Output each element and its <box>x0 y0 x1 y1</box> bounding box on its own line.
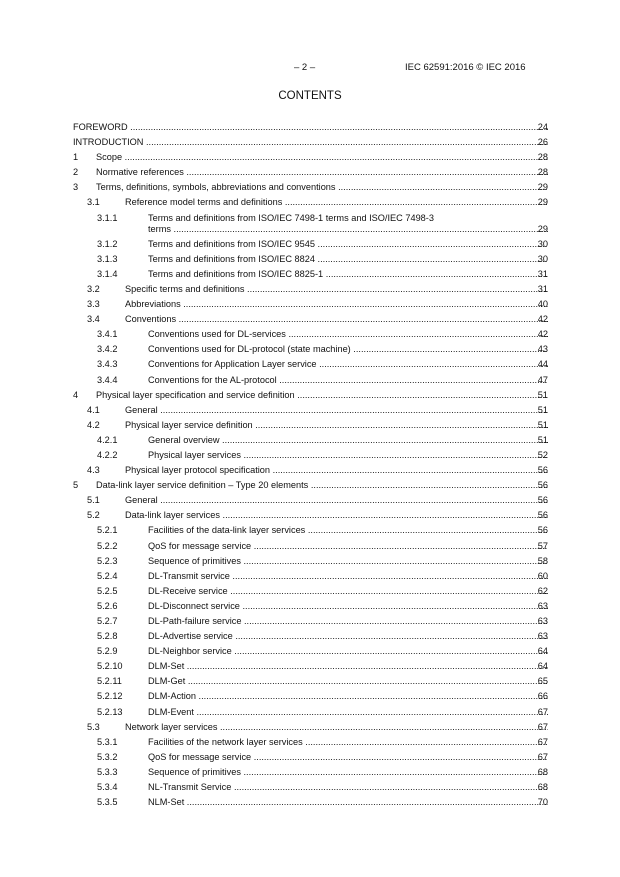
toc-entry-title: DL-Advertise service ..... <box>148 631 548 641</box>
toc-entry-number: 3.4.1 <box>97 329 118 340</box>
toc-entry[interactable] <box>73 269 548 280</box>
toc-entry-page: 67 <box>537 721 548 732</box>
toc-entry-page: 63 <box>537 600 548 611</box>
toc-entry-title: Conventions ..... <box>125 314 548 324</box>
toc-entry-number: 4.3 <box>87 465 100 476</box>
toc-entry[interactable] <box>73 616 548 627</box>
toc-entry-number: 5.3.1 <box>97 736 118 747</box>
toc-entry-page: 64 <box>537 661 548 672</box>
toc-entry[interactable] <box>73 254 548 265</box>
toc-entry-page: 64 <box>537 646 548 657</box>
toc-entry-number: 3 <box>73 182 79 193</box>
toc-entry[interactable] <box>73 676 548 687</box>
toc-entry-title: Terms and definitions from ISO/IEC 7498-1 terms and ISO/IEC 7498-3 <box>148 212 434 223</box>
toc-entry-page: 57 <box>537 540 548 551</box>
toc-entry-title: Data-link layer service definition – Type 20 elements ..... <box>96 480 548 490</box>
toc-entry-number: 5.2.8 <box>97 631 118 642</box>
toc-entry-page: 30 <box>537 253 548 264</box>
toc-entry-number: 5.3.5 <box>97 797 118 808</box>
toc-entry[interactable] <box>73 375 548 386</box>
toc-entry-page: 51 <box>537 434 548 445</box>
toc-entry[interactable] <box>73 239 548 250</box>
toc-entry[interactable] <box>73 691 548 702</box>
toc-entry-page: 42 <box>537 314 548 325</box>
toc-entry[interactable] <box>73 541 548 552</box>
toc-entry-number: 5 <box>73 480 79 491</box>
toc-entry-title: Terms and definitions from ISO/IEC 8825-1 ..... <box>148 269 548 279</box>
toc-entry[interactable] <box>73 661 548 672</box>
toc-entry-number: 5.2 <box>87 510 100 521</box>
toc-entry-title: DLM-Get ..... <box>148 676 548 686</box>
toc-entry[interactable] <box>73 495 548 506</box>
toc-entry-page: 56 <box>537 495 548 506</box>
toc-entry-number: 5.3.4 <box>97 782 118 793</box>
toc-entry-page: 68 <box>537 782 548 793</box>
toc-entry[interactable] <box>73 707 548 718</box>
toc-entry-page: 56 <box>537 525 548 536</box>
toc-entry-title: INTRODUCTION ..... <box>73 137 548 147</box>
toc-entry[interactable] <box>73 722 548 733</box>
toc-entry-number: 5.2.9 <box>97 646 118 657</box>
toc-entry-title: Scope ..... <box>96 152 548 162</box>
toc-entry-page: 51 <box>537 419 548 430</box>
toc-entry[interactable] <box>73 586 548 597</box>
toc-entry-number: 4 <box>73 389 79 400</box>
toc-entry-page: 60 <box>537 570 548 581</box>
toc-entry-title: QoS for message service ..... <box>148 541 548 551</box>
toc-entry-number: 3.1.1 <box>97 212 118 223</box>
toc-entry-page: 44 <box>537 359 548 370</box>
toc-entry-page: 31 <box>537 283 548 294</box>
toc-entry-title: Data-link layer services ..... <box>125 510 548 520</box>
toc-entry-number: 5.2.5 <box>97 585 118 596</box>
toc-entry-title: General ..... <box>125 405 548 415</box>
toc-entry[interactable] <box>73 737 548 748</box>
toc-entry-page: 65 <box>537 676 548 687</box>
toc-entry-page: 62 <box>537 585 548 596</box>
toc-entry-title: Network layer services ..... <box>125 722 548 732</box>
toc-entry[interactable] <box>73 405 548 416</box>
toc-entry-page: 70 <box>537 797 548 808</box>
toc-entry-title: Physical layer services ..... <box>148 450 548 460</box>
toc-entry-title: General overview ..... <box>148 435 548 445</box>
toc-entry-title: DL-Path-failure service ..... <box>148 616 548 626</box>
table-of-contents <box>73 122 548 812</box>
toc-entry-page: 31 <box>537 268 548 279</box>
page-number: – 2 – <box>294 62 316 73</box>
toc-entry-title: Sequence of primitives ..... <box>148 556 548 566</box>
toc-entry-page: 58 <box>537 555 548 566</box>
contents-title: CONTENTS <box>278 90 342 102</box>
toc-entry-number: 3.4.4 <box>97 374 118 385</box>
toc-entry-number: 5.2.1 <box>97 525 118 536</box>
toc-entry-page: 66 <box>537 691 548 702</box>
toc-entry[interactable] <box>73 631 548 642</box>
toc-entry[interactable] <box>73 767 548 778</box>
toc-entry-number: 4.2.1 <box>97 434 118 445</box>
toc-entry[interactable] <box>73 359 548 370</box>
toc-entry-number: 5.2.4 <box>97 570 118 581</box>
toc-entry-title: NLM-Set ..... <box>148 797 548 807</box>
toc-entry[interactable] <box>73 435 548 446</box>
document-reference: IEC 62591:2016 © IEC 2016 <box>405 62 526 73</box>
toc-entry-title: Physical layer protocol specification ..... <box>125 465 548 475</box>
toc-entry[interactable] <box>73 571 548 582</box>
toc-entry-number: 4.1 <box>87 404 100 415</box>
toc-entry[interactable] <box>73 167 548 178</box>
toc-entry[interactable] <box>73 510 548 521</box>
toc-entry[interactable] <box>73 601 548 612</box>
toc-entry-page: 56 <box>537 465 548 476</box>
toc-entry-number: 5.2.12 <box>97 691 123 702</box>
toc-entry[interactable] <box>73 465 548 476</box>
toc-entry[interactable] <box>73 525 548 536</box>
toc-entry-title: NL-Transmit Service ..... <box>148 782 548 792</box>
toc-entry-page: 43 <box>537 344 548 355</box>
toc-entry-page: 67 <box>537 706 548 717</box>
toc-entry-title: Physical layer service definition ..... <box>125 420 548 430</box>
toc-entry-title: Reference model terms and definitions ..... <box>125 197 548 207</box>
toc-entry-title: DL-Neighbor service ..... <box>148 646 548 656</box>
toc-entry-page: 40 <box>537 299 548 310</box>
toc-entry[interactable] <box>73 182 548 193</box>
toc-entry-number: 5.2.7 <box>97 616 118 626</box>
toc-entry-number: 5.2.3 <box>97 555 118 566</box>
toc-entry-page: 28 <box>537 152 548 163</box>
toc-entry-page: 51 <box>537 389 548 400</box>
toc-entry-page: 51 <box>537 404 548 415</box>
toc-entry[interactable] <box>73 152 548 163</box>
toc-entry[interactable] <box>73 137 548 148</box>
toc-entry-number: 5.2.11 <box>97 676 122 687</box>
toc-entry-title: Physical layer specification and service definition ..... <box>96 390 548 400</box>
toc-entry-page: 29 <box>537 223 548 234</box>
toc-entry-title: QoS for message service ..... <box>148 752 548 762</box>
toc-entry-page: 47 <box>537 374 548 385</box>
toc-entry[interactable] <box>73 556 548 567</box>
toc-entry-title: Sequence of primitives ..... <box>148 767 548 777</box>
toc-entry-number: 4.2.2 <box>97 449 118 460</box>
toc-entry-title: Terms and definitions from ISO/IEC 8824 ..... <box>148 254 548 264</box>
toc-entry-page: 28 <box>537 167 548 178</box>
toc-entry-page: 63 <box>537 631 548 642</box>
toc-entry-number: 3.4 <box>87 314 100 325</box>
toc-entry[interactable] <box>73 390 548 401</box>
toc-entry[interactable] <box>73 284 548 295</box>
toc-entry-number: 3.4.3 <box>97 359 118 370</box>
toc-entry-title: Abbreviations ..... <box>125 299 548 309</box>
toc-entry-title: DLM-Event ..... <box>148 707 548 717</box>
toc-entry[interactable] <box>73 420 548 431</box>
toc-entry-page: 68 <box>537 766 548 777</box>
toc-entry-title: Facilities of the network layer services ..... <box>148 737 548 747</box>
toc-entry-page: 67 <box>537 736 548 747</box>
toc-entry[interactable] <box>73 197 548 208</box>
toc-entry-number: 3.4.2 <box>97 344 118 355</box>
toc-entry-title: Terms, definitions, symbols, abbreviations and conventions ..... <box>96 182 548 192</box>
toc-entry[interactable] <box>73 213 548 235</box>
toc-entry[interactable] <box>73 122 548 133</box>
toc-entry-number: 5.2.2 <box>97 540 118 551</box>
toc-entry-number: 2 <box>73 167 79 178</box>
toc-entry-title: Conventions for Application Layer service ..... <box>148 359 548 369</box>
toc-entry-number: 3.3 <box>87 299 100 310</box>
toc-entry-number: 5.3.3 <box>97 766 118 777</box>
toc-entry-number: 5.3 <box>87 721 100 732</box>
toc-entry-page: 42 <box>537 329 548 340</box>
toc-entry-page: 30 <box>537 238 548 249</box>
toc-entry-page: 26 <box>537 137 548 148</box>
toc-entry-page: 24 <box>537 122 548 132</box>
toc-entry-page: 56 <box>537 510 548 521</box>
toc-entry-title-continued: terms ..... <box>148 224 548 234</box>
toc-entry-title: DL-Transmit service ..... <box>148 571 548 581</box>
toc-entry-number: 3.1.4 <box>97 268 118 279</box>
toc-entry-number: 3.1 <box>87 197 100 208</box>
toc-entry[interactable] <box>73 329 548 340</box>
toc-entry-title: DL-Disconnect service ..... <box>148 601 548 611</box>
toc-entry-page: 29 <box>537 197 548 208</box>
toc-entry-number: 5.2.13 <box>97 706 123 717</box>
toc-entry-title: DL-Receive service ..... <box>148 586 548 596</box>
toc-entry-title: General ..... <box>125 495 548 505</box>
toc-entry-number: 3.1.2 <box>97 238 118 249</box>
toc-entry[interactable] <box>73 450 548 461</box>
toc-entry-title: Terms and definitions from ISO/IEC 9545 ..... <box>148 239 548 249</box>
toc-entry-page: 56 <box>537 480 548 491</box>
toc-entry[interactable] <box>73 646 548 657</box>
toc-entry-number: 5.2.10 <box>97 661 123 672</box>
toc-entry-title: Facilities of the data-link layer services ..... <box>148 525 548 535</box>
toc-entry[interactable] <box>73 344 548 355</box>
toc-entry-title: Conventions used for DL-services ..... <box>148 329 548 339</box>
toc-entry[interactable] <box>73 782 548 793</box>
toc-entry[interactable] <box>73 314 548 325</box>
toc-entry-number: 3.2 <box>87 283 100 294</box>
toc-entry-number: 5.1 <box>87 495 100 506</box>
toc-entry-title: Normative references ..... <box>96 167 548 177</box>
toc-entry-title: DLM-Set ..... <box>148 661 548 671</box>
toc-entry[interactable] <box>73 797 548 808</box>
toc-entry-title: Specific terms and definitions ..... <box>125 284 548 294</box>
toc-entry[interactable] <box>73 752 548 763</box>
toc-entry-number: 5.2.6 <box>97 600 118 611</box>
toc-entry-number: 4.2 <box>87 419 100 430</box>
toc-entry-number: 1 <box>73 152 79 163</box>
toc-entry-page: 67 <box>537 751 548 762</box>
toc-entry-title: DLM-Action ..... <box>148 691 548 701</box>
toc-entry[interactable] <box>73 480 548 491</box>
toc-entry-number: 3.1.3 <box>97 253 118 264</box>
toc-entry-number: 5.3.2 <box>97 751 118 762</box>
toc-entry-title: Conventions used for DL-protocol (state machine) ..... <box>148 344 548 354</box>
toc-entry[interactable] <box>73 299 548 310</box>
toc-entry-title: FOREWORD ..... <box>73 122 548 132</box>
toc-entry-page: 63 <box>537 616 548 626</box>
toc-entry-page: 52 <box>537 449 548 460</box>
toc-entry-page: 29 <box>537 182 548 193</box>
toc-entry-title: Conventions for the AL-protocol ..... <box>148 375 548 385</box>
